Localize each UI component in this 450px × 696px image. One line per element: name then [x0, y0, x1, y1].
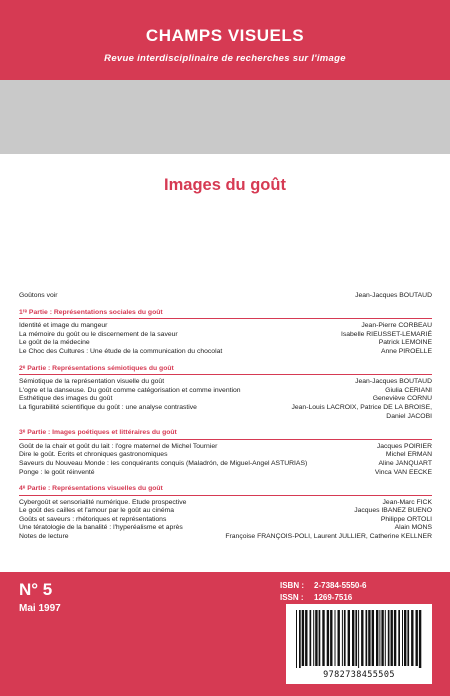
barcode-digits: 9782738455505 [323, 670, 395, 680]
grey-band [0, 80, 450, 154]
barcode-bar [342, 610, 343, 666]
toc-row [19, 499, 432, 508]
toc-row [19, 322, 432, 331]
isbn-block [280, 580, 430, 604]
toc-item-author: Alain MONS [394, 524, 432, 532]
barcode-bar [299, 610, 301, 668]
toc-item-title: Esthétique des images du goût [19, 395, 113, 403]
barcode-bar [355, 610, 357, 666]
toc-item-title: Sémiotique de la représentation visuelle du goût [19, 378, 165, 386]
toc-item-author: Patrick LEMOINE [378, 339, 432, 347]
barcode-bar [338, 610, 340, 666]
toc-row [19, 443, 432, 452]
barcode-bar [310, 610, 312, 666]
toc-item-author: Jean-Marc FICK [382, 498, 432, 506]
barcode-bar [385, 610, 386, 666]
isbn-row [280, 580, 430, 592]
barcode-bar [296, 610, 297, 668]
toc-item-title: Ponge : le goût réinventé [19, 468, 95, 476]
barcode-bar [379, 610, 380, 666]
toc-item-title: Le goût de la médecine [19, 339, 90, 347]
barcode-bar [302, 610, 304, 666]
content-panel [0, 154, 450, 572]
barcode-bar [305, 610, 307, 666]
toc-item-author: Jean-Jacques BOUTAUD [355, 378, 432, 386]
toc-item-author: Michel ERMAN [385, 451, 432, 459]
toc-item-author: Geneviève CORNU [372, 395, 432, 403]
barcode-bar [348, 610, 350, 666]
barcode-bar [344, 610, 346, 666]
toc-item-title: Notes de lecture [19, 533, 69, 541]
toc-row [19, 507, 432, 516]
barcode-bar [381, 610, 383, 666]
toc-item-author: Jean-Pierre CORBEAU [361, 322, 432, 330]
isbn-label: ISBN : [280, 581, 304, 590]
toc-item-title: Une tératologie de la banalité : l'hyperéalisme et après [19, 524, 183, 532]
toc-item-author: Jean-Louis LACROIX, Patrice DE LA BROISE, [291, 403, 432, 411]
barcode-bar [402, 610, 403, 666]
barcode-bar [416, 610, 418, 666]
barcode-bar [391, 610, 393, 666]
issn-label: ISSN : [280, 593, 304, 602]
toc-item-author: Jean-Jacques BOUTAUD [355, 292, 432, 299]
issn-value: 1269-7516 [314, 593, 353, 602]
toc-section [19, 485, 432, 542]
barcode-bar [327, 610, 329, 666]
toc-item-title: Identité et image du mangeur [19, 322, 108, 330]
toc-row [19, 339, 432, 348]
barcode-bars [286, 604, 432, 668]
toc-row [19, 460, 432, 469]
toc-section [19, 429, 432, 477]
table-of-contents [19, 292, 432, 542]
toc-row [19, 404, 432, 413]
toc-item-author: Philippe ORTOLI [380, 515, 432, 523]
issue-info [19, 580, 61, 614]
barcode-bar [313, 610, 314, 666]
barcode-bar [358, 610, 359, 668]
toc-item-title: Saveurs du Nouveau Monde : les conquérants conquis (Maladrón, de Miguel-Angel ASTURIAS) [19, 459, 308, 467]
issue-title: Images du goût [164, 176, 286, 194]
issue-number: N° 5 [19, 580, 53, 599]
barcode-bar [398, 610, 400, 666]
toc-row [19, 516, 432, 525]
barcode-bar [411, 610, 413, 666]
toc-row [19, 348, 432, 357]
barcode-bar [404, 610, 406, 666]
toc-item-title: Goûtons voir [19, 292, 58, 299]
toc-section-heading: 3ᵉ Partie : Images poétiques et littéraires du goût [19, 429, 432, 440]
toc-row [19, 395, 432, 404]
journal-title: CHAMPS VISUELS [145, 26, 305, 45]
toc-item-title: Le Choc des Cultures : Une étude de la communication du chocolat [19, 347, 223, 355]
toc-item-author: Daniel JACOBI [386, 412, 432, 420]
toc-row [19, 331, 432, 340]
barcode-bar [361, 610, 363, 666]
barcode-bar [352, 610, 354, 666]
toc-section [19, 309, 432, 357]
toc-item-title [19, 413, 386, 422]
toc-item-title: Goût de la chair et goût du lait : l'ogre maternel de Michel Tournier [19, 442, 218, 450]
toc-row [19, 413, 432, 422]
barcode-bar [335, 610, 336, 666]
toc-section [19, 365, 432, 422]
toc-item-author: Vinca VAN EECKE [374, 468, 432, 476]
issn-row [280, 592, 430, 604]
cover-header [0, 0, 450, 78]
isbn-value: 2-7384-5550-6 [314, 581, 367, 590]
toc-item-author: Jacques POIRIER [376, 442, 432, 450]
toc-item-title: Le goût des cailles et l'amour par le goût au cinéma [19, 507, 175, 515]
barcode-bar [419, 610, 421, 668]
toc-section-heading: 1ʳᵉ Partie : Représentations sociales du goût [19, 309, 432, 320]
journal-subtitle: Revue interdisciplinaire de recherches sur l'image [104, 53, 346, 64]
barcode-bar [388, 610, 390, 666]
toc-item-author: Françoise FRANÇOIS-POLI, Laurent JULLIER, Catherine KELLNER [225, 533, 432, 541]
toc-row [19, 378, 432, 387]
toc-item-title: L'ogre et la danseuse. Du goût comme catégorisation et comme invention [19, 386, 241, 394]
barcode-bar [372, 610, 374, 666]
barcode-bar [407, 610, 409, 666]
barcode-bar [315, 610, 317, 666]
toc-item-author: Isabelle RIEUSSET-LEMARIÉ [340, 330, 432, 338]
barcode [286, 604, 432, 684]
toc-item-author: Anne PIROELLE [380, 347, 432, 355]
toc-item-title: Cybergoût et sensorialité numérique. Étude prospective [19, 498, 187, 506]
toc-item-author: Giulia CERIANI [385, 386, 432, 394]
barcode-bar [394, 610, 396, 666]
toc-section-heading: 4ᵉ Partie : Représentations visuelles du goût [19, 485, 432, 496]
toc-item-title: La figurabilité scientifique du goût : une analyse contrastive [19, 403, 197, 411]
barcode-bar [368, 610, 370, 666]
barcode-bar [322, 610, 324, 666]
toc-item-title: Dire le goût. Écrits et chroniques gastronomiques [19, 451, 168, 459]
barcode-bar [376, 610, 378, 666]
toc-row [19, 524, 432, 533]
barcode-bar [319, 610, 321, 666]
toc-item-title: La mémoire du goût ou le discernement de la saveur [19, 330, 178, 338]
barcode-bar [330, 610, 332, 666]
barcode-bar [366, 610, 368, 666]
toc-row [19, 451, 432, 460]
toc-row [19, 387, 432, 396]
toc-item-author: Aline JANQUART [378, 459, 432, 467]
toc-section-heading: 2ᵉ Partie : Représentations sémiotiques du goût [19, 365, 432, 376]
toc-item-author: Jacques IBANEZ BUENO [354, 507, 432, 515]
toc-row [19, 533, 432, 542]
toc-item-title: Goûts et saveurs : rhétoriques et représentations [19, 515, 167, 523]
issue-date: Mai 1997 [19, 603, 61, 614]
toc-row [19, 469, 432, 478]
toc-intro-row [19, 292, 432, 301]
